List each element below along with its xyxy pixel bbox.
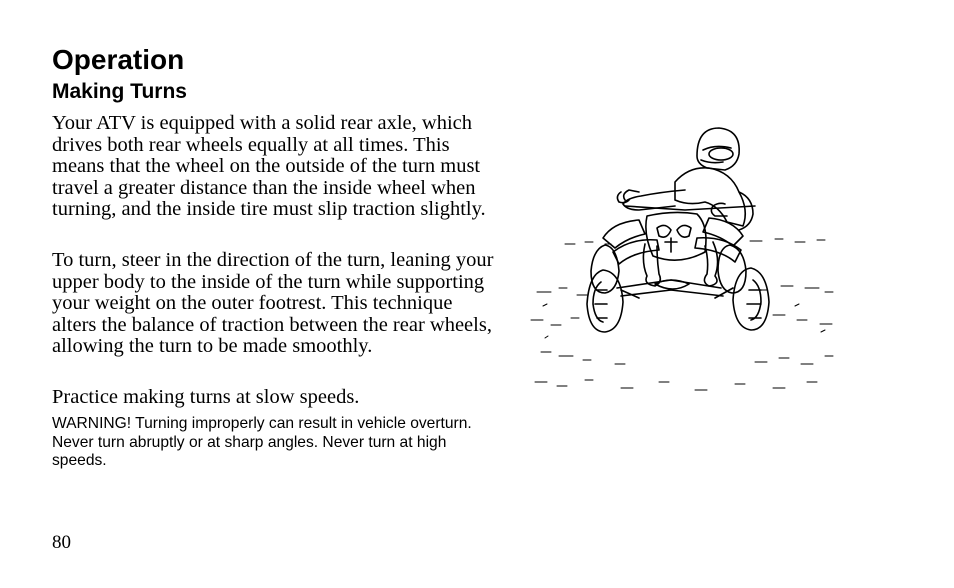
ground-texture <box>531 239 833 390</box>
page-number: 80 <box>52 532 71 553</box>
section-title: Operation <box>52 44 185 75</box>
paragraph-technique: To turn, steer in the direction of the turn, leaning your upper body to the inside of the turn while supporting your weight on the outer footrest. This technique alters the balance of traction between the rear wheels, allowing the turn to be made smoothly. <box>52 249 494 358</box>
rider-torso <box>675 168 745 226</box>
paragraph-practice: Practice making turns at slow speeds. <box>52 386 360 408</box>
rear-left-tire <box>591 245 619 293</box>
rear-right-tire <box>718 245 746 293</box>
warning-text: WARNING! Turning improperly can result in vehicle overturn. Never turn abruptly or at sharp angles. Never turn at high speeds. <box>52 415 472 469</box>
paragraph-axle: Your ATV is equipped with a solid rear axle, which drives both rear wheels equally at all times. This means that the wheel on the outside of the turn must travel a greater distance than the inside wheel when turning, and the inside tire must slip traction slightly. <box>52 112 486 221</box>
front-fairing <box>646 212 706 260</box>
rider-on-atv-icon <box>525 120 845 400</box>
subsection-title: Making Turns <box>52 80 187 103</box>
